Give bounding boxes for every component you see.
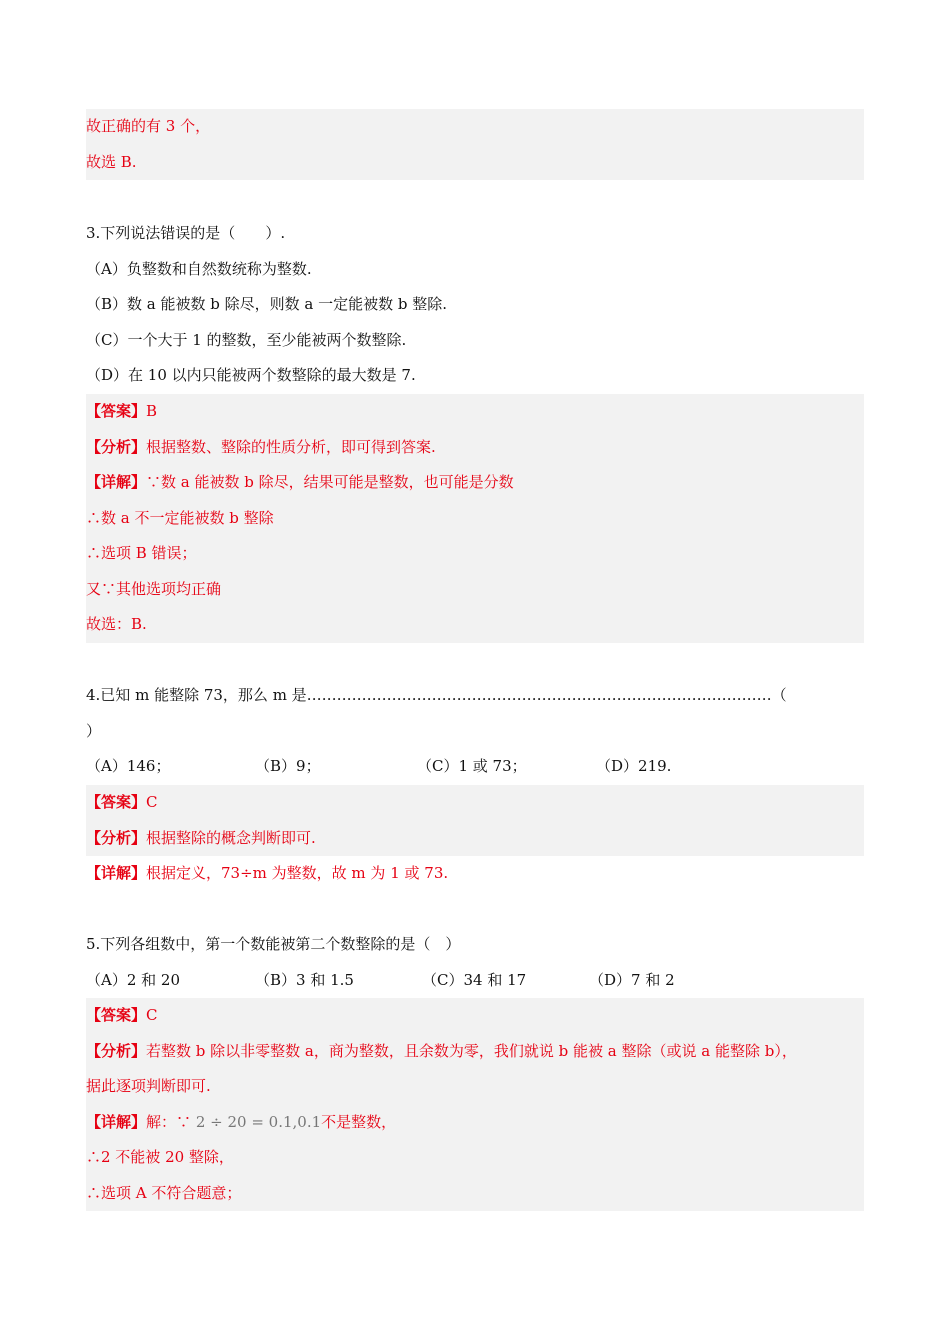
prev-solution-line: 故选 B.: [86, 152, 137, 171]
option-a: （A）146；: [86, 757, 171, 775]
option-c: （C）34 和 17: [422, 970, 527, 989]
analysis-text: 根据整数、整除的性质分析，即可得到答案.: [146, 437, 436, 456]
option-b: （B）3 和 1.5: [255, 970, 354, 989]
option-d: （D）在 10 以内只能被两个数整除的最大数是 7.: [86, 366, 416, 384]
option-a: （A）负整数和自然数统称为整数.: [86, 259, 312, 278]
option-d: （D）219.: [596, 757, 672, 775]
prev-solution-block: [86, 109, 864, 180]
question-5: [86, 927, 864, 998]
question-4-solution: [86, 785, 864, 856]
analysis-line: [86, 430, 864, 466]
detail-prefix: 解：∵: [146, 1112, 192, 1131]
detail-line: ∴选项 B 错误；: [86, 544, 197, 562]
prev-solution-line: 故正确的有 3 个，: [86, 117, 211, 135]
analysis-text: 若整数 b 除以非零整数 a，商为整数，且余数为零，我们就说 b 能被 a 整除（或说 a 能整除 b），: [146, 1041, 797, 1060]
option-c: （C）一个大于 1 的整数，至少能被两个数整除.: [86, 330, 407, 349]
analysis-line: [86, 821, 864, 857]
answer-value: C: [146, 1006, 158, 1024]
detail-line: 又∵其他选项均正确: [86, 579, 222, 598]
analysis-line: [86, 1034, 864, 1070]
answer-line: [86, 394, 864, 430]
detail-line: [86, 465, 864, 501]
detail-line: 故选：B.: [86, 615, 147, 633]
detail-suffix: 不是整数，: [321, 1112, 397, 1131]
detail-text: 根据定义，73÷m 为整数，故 m 为 1 或 73.: [146, 864, 449, 882]
option-a: （A）2 和 20: [86, 970, 180, 989]
detail-line: [86, 856, 864, 892]
answer-value: B: [146, 402, 158, 420]
analysis-text: 根据整除的概念判断即可.: [146, 828, 316, 847]
answer-value: C: [146, 793, 158, 811]
detail-line: ∴数 a 不一定能被数 b 整除: [86, 508, 274, 527]
question-4: [86, 678, 864, 785]
option-c: （C）1 或 73；: [417, 757, 527, 775]
analysis-tag: 【分析】: [86, 1041, 147, 1060]
detail-tag: 【详解】: [86, 1112, 147, 1131]
analysis-line: 据此逐项判断即可.: [86, 1077, 211, 1095]
detail-tag: 【详解】: [86, 864, 147, 882]
question-stem: 4.已知 m 能整除 73，那么 m 是…………………………………………………………………………………（: [86, 686, 787, 704]
answer-tag: 【答案】: [86, 402, 147, 420]
answer-tag: 【答案】: [86, 1006, 147, 1024]
option-b: （B）9；: [255, 757, 321, 775]
analysis-tag: 【分析】: [86, 828, 147, 847]
question-3-solution: [86, 394, 864, 643]
question-stem: 5.下列各组数中，第一个数能被第二个数整除的是（ ）: [86, 935, 461, 953]
options-row: [86, 963, 864, 999]
question-3: [86, 216, 864, 394]
option-d: （D）7 和 2: [589, 970, 675, 989]
option-b: （B）数 a 能被数 b 除尽，则数 a 一定能被数 b 整除.: [86, 295, 448, 313]
answer-line: [86, 998, 864, 1034]
detail-line: [86, 1105, 864, 1141]
math-expression: 2 ÷ 20 = 0.1,0.1: [195, 1112, 322, 1131]
options-row: [86, 749, 864, 785]
question-stem-cont: ）: [86, 721, 102, 740]
answer-line: [86, 785, 864, 821]
detail-text: ∵数 a 能被数 b 除尽，结果可能是整数，也可能是分数: [146, 473, 514, 491]
analysis-tag: 【分析】: [86, 437, 147, 456]
detail-tag: 【详解】: [86, 473, 147, 491]
question-5-solution: [86, 998, 864, 1211]
answer-tag: 【答案】: [86, 793, 147, 811]
question-stem: 3.下列说法错误的是（ ）.: [86, 224, 286, 242]
detail-line: ∴2 不能被 20 整除，: [86, 1148, 234, 1166]
question-4-detail: [86, 856, 864, 892]
detail-line: ∴选项 A 不符合题意；: [86, 1183, 242, 1202]
